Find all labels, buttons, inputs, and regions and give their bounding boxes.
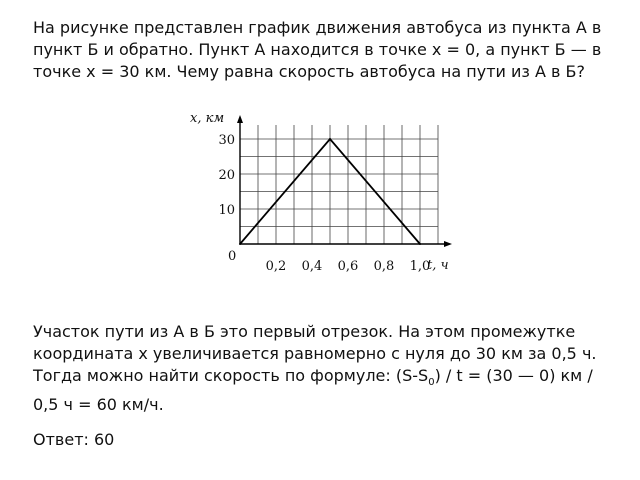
data-point	[419, 243, 421, 245]
x-tick-label: 1,0	[409, 259, 431, 274]
x-tick-label: 0,4	[301, 259, 323, 274]
chart-tick-labels	[218, 133, 430, 274]
x-tick-label: 0,6	[337, 259, 359, 274]
x-tick-label: 0	[228, 249, 237, 264]
data-point	[329, 138, 331, 140]
solution-subscript: 0	[428, 377, 435, 389]
bus-motion-graph	[190, 108, 470, 278]
x-axis-label: t, ч	[427, 258, 449, 273]
x-tick-label: 0,2	[265, 259, 287, 274]
solution-text	[33, 321, 623, 416]
y-tick-label: 20	[218, 168, 235, 183]
solution-text-part2: ) / t = (30 — 0) км / 0,5 ч = 60 км/ч.	[33, 366, 593, 415]
data-point	[239, 243, 241, 245]
y-axis-arrow	[237, 115, 243, 123]
solution-text-part1: Участок пути из А в Б это первый отрезок. На этом промежутке координата x увеличивается равномерно с нуля до 30 км за 0,5 ч. Тогда можно найти скорость по формуле: (S-S	[33, 322, 597, 385]
answer-text: Ответ: 60	[33, 430, 115, 449]
question-text: На рисунке представлен график движения автобуса из пункта А в пункт Б и обратно. Пункт А находится в точке x = 0, а пункт Б — в точке x = 30 км. Чему равна скорость автобуса на пути из А в Б?	[33, 18, 602, 81]
y-tick-label: 10	[218, 203, 235, 218]
chart-grid	[240, 125, 438, 244]
x-tick-label: 0,8	[373, 259, 395, 274]
y-axis-label: x, км	[190, 111, 225, 126]
y-tick-label: 30	[218, 133, 235, 148]
x-axis-arrow	[444, 241, 452, 247]
